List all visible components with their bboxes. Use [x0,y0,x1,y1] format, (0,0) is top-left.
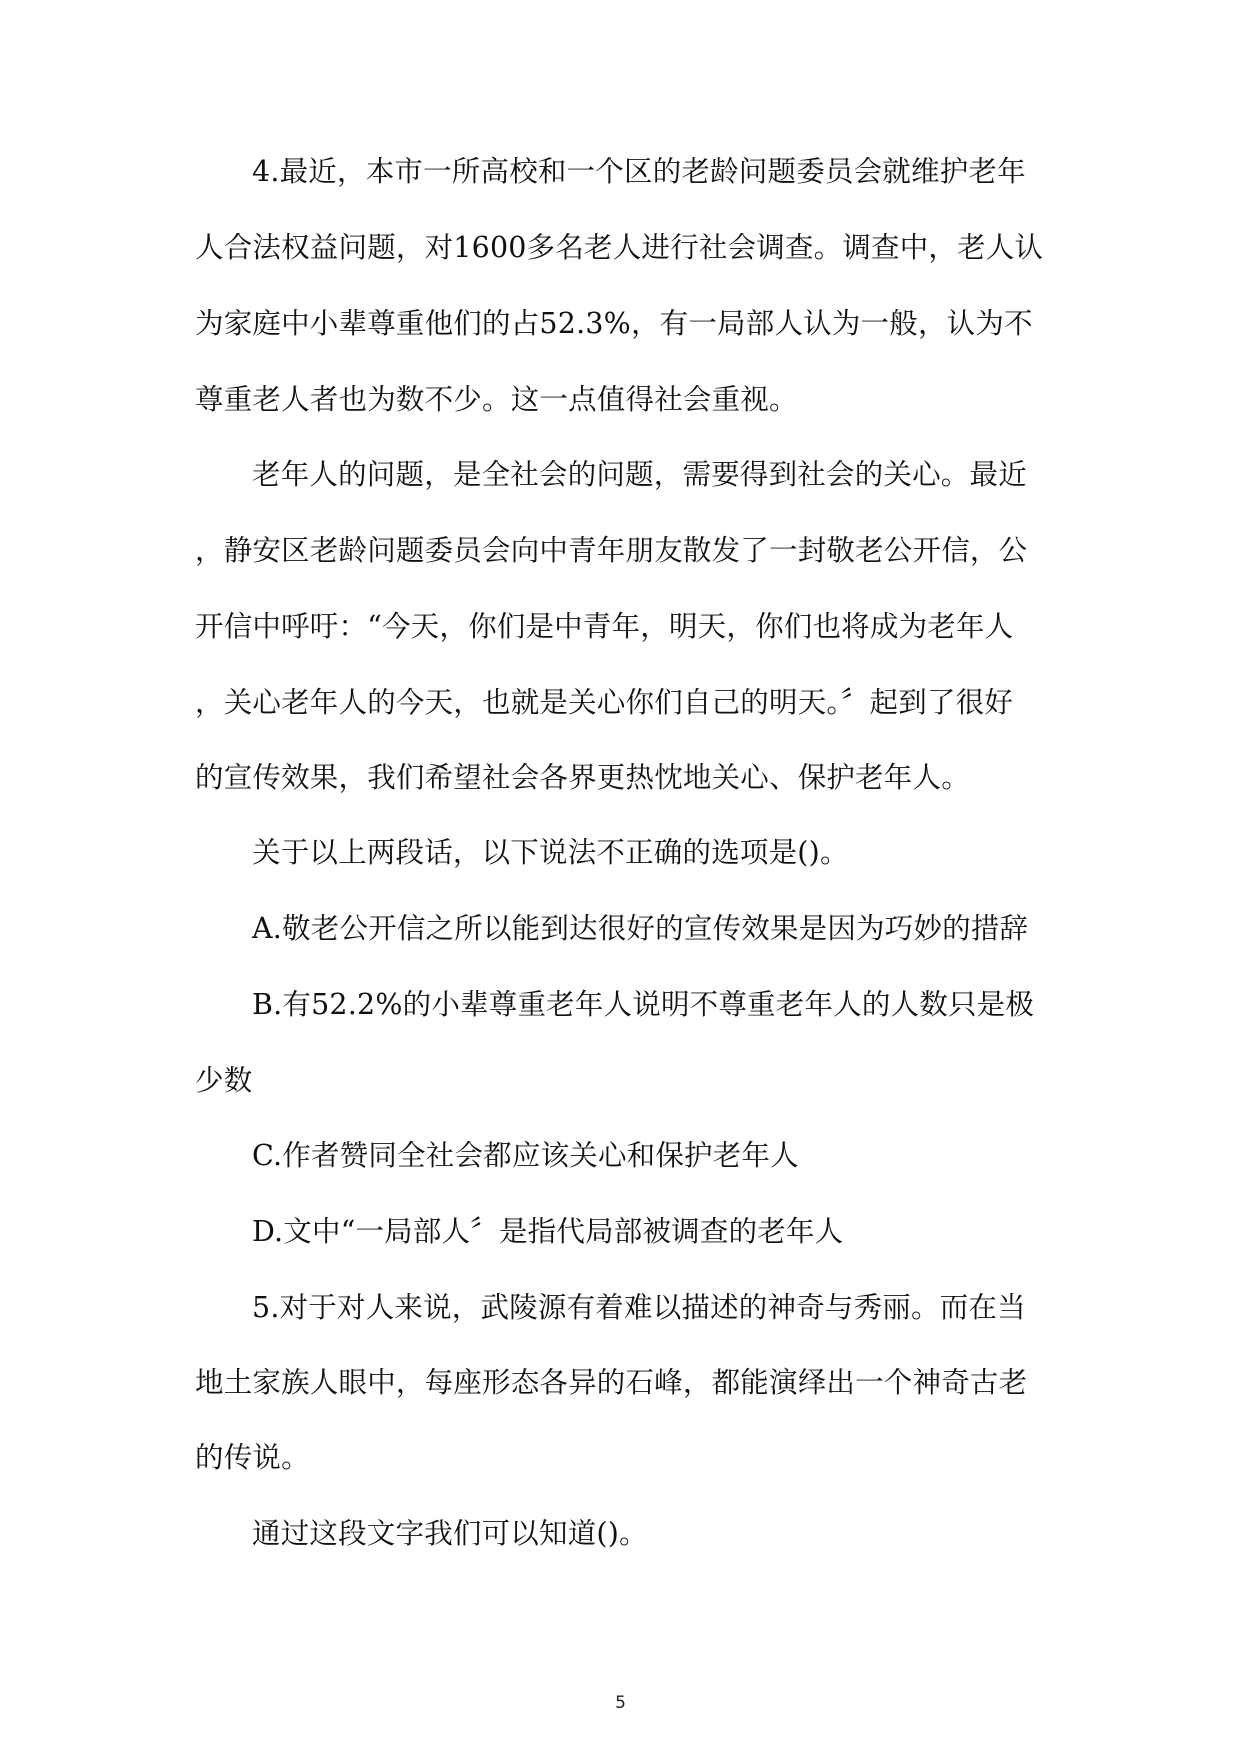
page-number: 5 [615,1693,626,1713]
question-4-option-c: C.作者赞同全社会都应该关心和保护老年人 [252,1139,799,1172]
question-4-paragraph-2-line-4: ，关心老年人的今天，也就是关心你们自己的明天。〞起到了很好 [195,686,1014,719]
question-4-option-d: D.文中“一局部人〞是指代局部被调查的老年人 [252,1215,844,1248]
question-4-paragraph-2-line-3: 开信中呼吁：“今天，你们是中青年，明天，你们也将成为老年人 [195,610,1014,643]
question-4-paragraph-2-line-2: ，静安区老龄问题委员会向中青年朋友散发了一封敬老公开信，公 [195,534,1028,567]
question-4-option-b-line-2: 少数 [195,1064,253,1097]
question-4-paragraph-2-line-1: 老年人的问题，是全社会的问题，需要得到社会的关心。最近 [252,458,1027,491]
question-5-paragraph-line-3: 的传说。 [195,1441,310,1474]
question-4-paragraph-1-line-4: 尊重老人者也为数不少。这一点值得社会重视。 [195,383,798,416]
question-5-paragraph-line-2: 地土家族人眼中，每座形态各异的石峰，都能演绎出一个神奇古老 [195,1366,1028,1399]
question-4-prompt: 关于以上两段话，以下说法不正确的选项是()。 [252,836,849,869]
question-4-paragraph-2-line-5: 的宣传效果，我们希望社会各界更热忱地关心、保护老年人。 [195,761,970,794]
question-5-paragraph-line-1: 5.对于对人来说，武陵源有着难以描述的神奇与秀丽。而在当 [252,1291,1026,1324]
question-4-paragraph-1-line-2: 人合法权益问题，对1600多名老人进行社会调查。调查中，老人认 [195,231,1044,264]
question-4-option-a: A.敬老公开信之所以能到达很好的宣传效果是因为巧妙的措辞 [252,912,1029,945]
question-5-prompt: 通过这段文字我们可以知道()。 [252,1517,648,1550]
question-4-paragraph-1-line-3: 为家庭中小辈尊重他们的占52.3%，有一局部人认为一般，认为不 [195,307,1033,340]
question-4-option-b-line-1: B.有52.2%的小辈尊重老年人说明不尊重老年人的人数只是极 [252,988,1035,1021]
question-4-paragraph-1-line-1: 4.最近，本市一所高校和一个区的老龄问题委员会就维护老年 [252,155,1026,188]
